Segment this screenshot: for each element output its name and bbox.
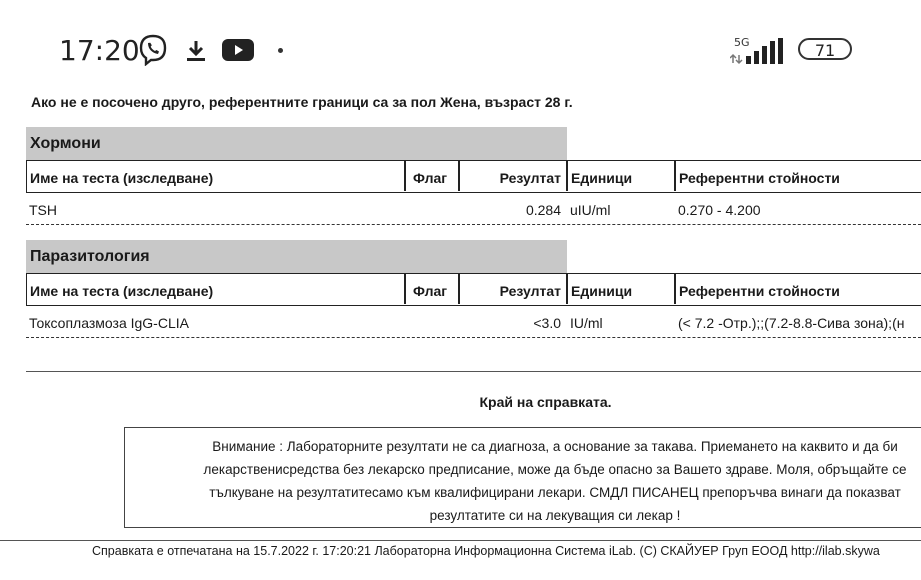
cell-reference: 0.270 - 4.200 [678,202,761,218]
warning-line: Внимание : Лабораторните резултати не са диагноза, а основание за такава. Приемането на каквито и да би [212,439,898,454]
section-title-hormones: Хормони [26,127,567,160]
table-row [26,308,921,338]
column-divider [674,274,676,304]
column-divider [458,274,460,304]
notification-dot [278,48,283,53]
column-header-units: Единици [571,283,633,299]
column-header-reference: Референтни стойности [679,283,840,299]
column-divider [404,274,406,304]
column-divider [566,274,568,304]
column-header-units: Единици [571,170,633,186]
status-bar [0,0,921,90]
column-header-test: Име на теста (изследване) [30,283,214,299]
column-header-test: Име на теста (изследване) [30,170,214,186]
warning-line: лекарственисредства без лекарско предписание, може да бъде опасно за Вашето здраве. Моля, обръщайте се [203,462,907,477]
table-row [26,195,921,225]
warning-line: резултатите си на лекуващия си лекар ! [429,508,681,523]
network-type: 5G [734,36,750,49]
cell-reference: (< 7.2 -Отр.);;(7.2-8.8-Сива зона);(н [678,315,905,331]
warning-line: тълкуване на резултатитесамо към квалифицирани лекари. СМДЛ ПИСАНЕЦ препоръчва винаги да показват [209,485,901,500]
footer-divider [0,540,921,541]
footer-text: Справката е отпечатана на 15.7.2022 г. 17:20:21 Лабораторна Информационна Система iLab. (C) СКАЙУЕР Груп ЕООД http://ilab.skywa [92,544,880,558]
download-icon [184,39,208,63]
cell-result: <3.0 [533,315,561,331]
viber-icon [138,34,168,66]
end-of-report: Край на справката. [479,394,612,410]
column-header-flag: Флаг [413,283,448,299]
battery-icon [798,38,852,60]
clock: 17:20 [59,34,140,67]
column-header-result: Резултат [499,170,561,186]
youtube-icon [222,39,254,61]
battery-level: 71 [814,41,836,60]
table-header [26,160,921,193]
warning-box [124,427,921,528]
column-divider [404,161,406,191]
column-header-flag: Флаг [413,170,448,186]
table-header [26,273,921,306]
cell-test: Токсоплазмоза IgG-CLIA [29,315,189,331]
cell-result: 0.284 [525,202,561,218]
cell-test: TSH [29,202,57,218]
reference-note: Ако не е посочено друго, референтните граници са за пол Жена, възраст 28 г. [31,94,573,110]
divider [26,371,921,372]
section-title-parasitology: Паразитология [26,240,567,273]
column-divider [674,161,676,191]
signal-icon [730,37,786,65]
column-divider [566,161,568,191]
cell-units: uIU/ml [570,202,611,218]
column-header-result: Резултат [499,283,561,299]
column-divider [458,161,460,191]
cell-units: IU/ml [570,315,603,331]
column-header-reference: Референтни стойности [679,170,840,186]
